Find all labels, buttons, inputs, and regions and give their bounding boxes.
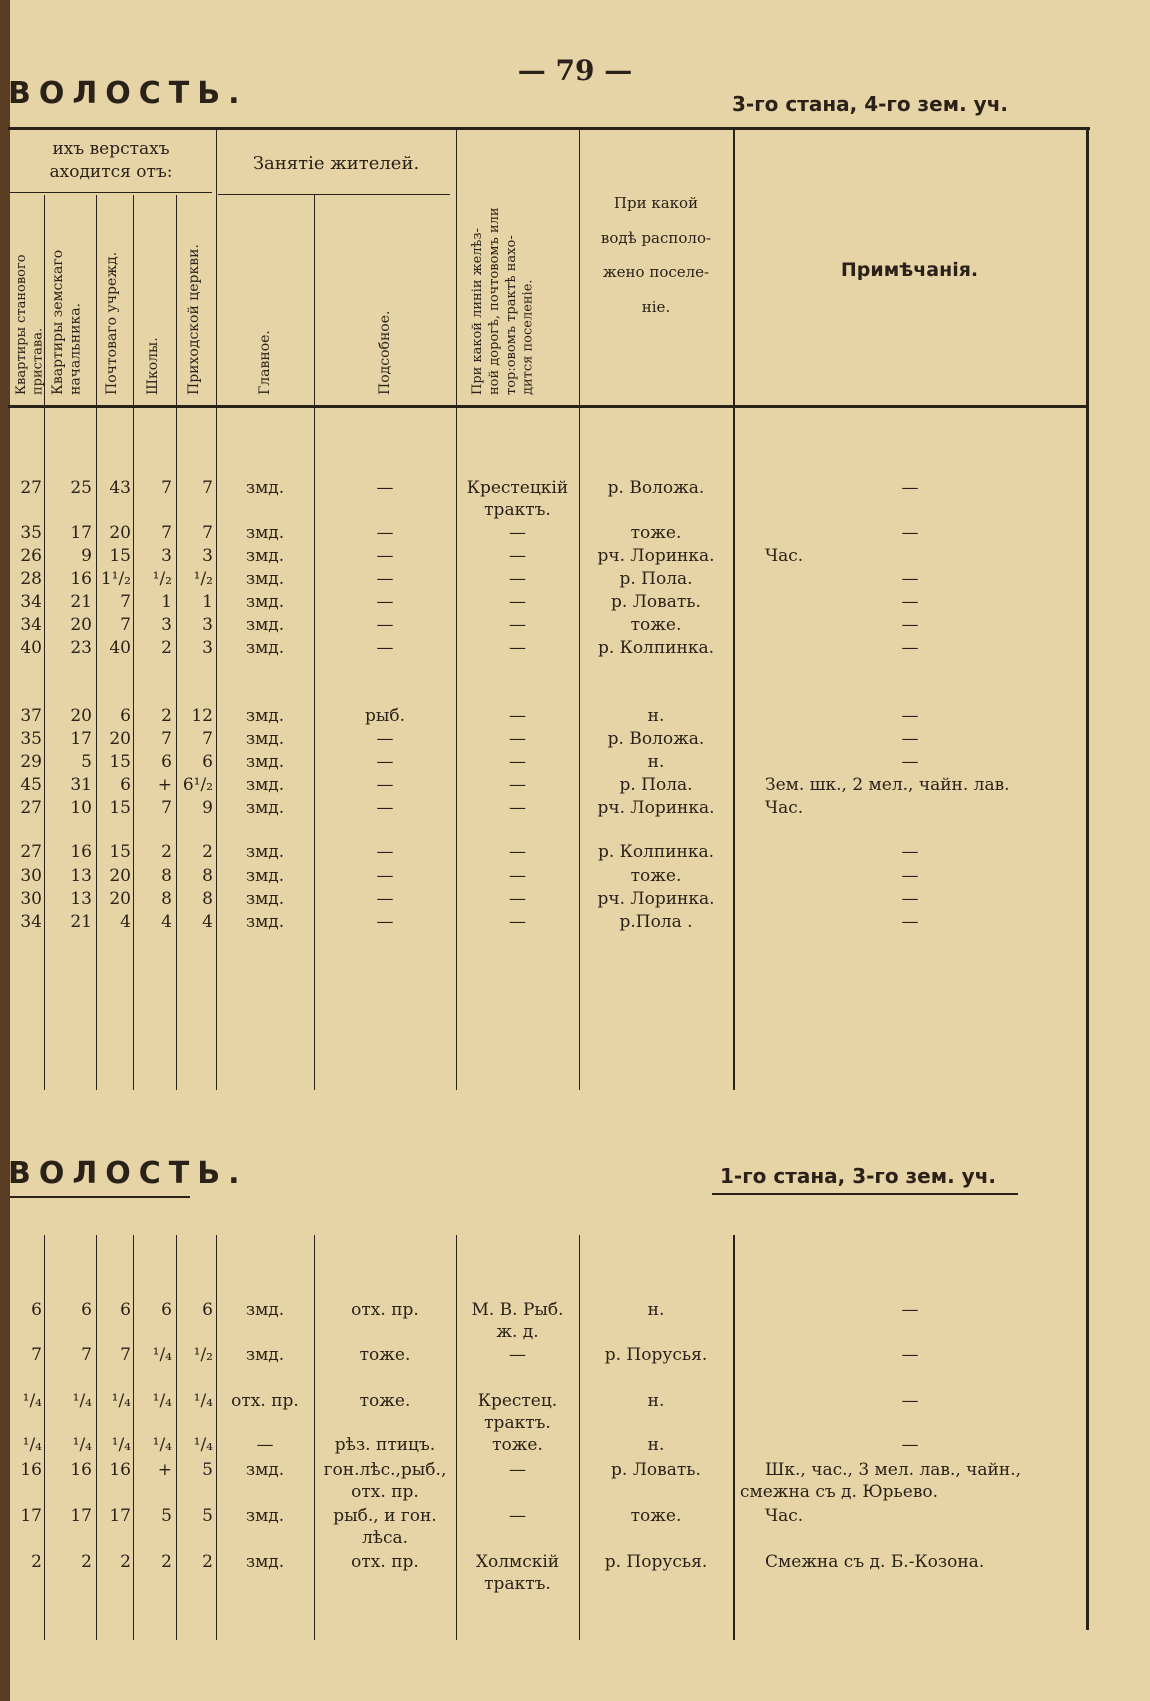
cell-sub-occupation: рыб., и гон. (333, 1506, 437, 1526)
cell-dist-church: 6 (202, 1300, 213, 1320)
cell-road: — (509, 1506, 526, 1526)
cell-water: р. Ловать. (611, 592, 701, 612)
cell-note: — (901, 1391, 919, 1411)
cell-sub-occupation: рыб. (364, 706, 406, 726)
cell-water: р. Воложа. (607, 729, 705, 749)
cell-note: — (901, 569, 919, 589)
cell-dist-church: 5 (202, 1460, 213, 1480)
cell-sub-occupation: — (376, 798, 394, 818)
cell-dist-zemsky: 17 (70, 523, 92, 543)
cell-dist-police: 27 (20, 842, 42, 862)
cell-dist-zemsky: 10 (70, 798, 92, 818)
cell-note: — (901, 615, 919, 635)
water-header-line-4: ніе. (641, 297, 671, 316)
cell-dist-zemsky: ¹/₄ (72, 1391, 92, 1411)
cell-dist-school: ¹/₂ (152, 569, 172, 589)
cell-dist-zemsky: 16 (70, 569, 92, 589)
cell-dist-church: 5 (202, 1506, 213, 1526)
cell-road: — (509, 638, 526, 658)
cell-dist-zemsky: 16 (70, 842, 92, 862)
cell-dist-police: 30 (20, 866, 42, 886)
cell-dist-zemsky: 20 (70, 706, 92, 726)
cell-note: — (901, 912, 919, 932)
cell-sub-occupation: отх. пр. (351, 1552, 419, 1572)
table-row (0, 842, 1150, 866)
cell-sub-occupation: рѣз. птицъ. (334, 1435, 436, 1455)
cell-note: — (901, 592, 919, 612)
distance-group-header (8, 138, 214, 184)
table-row (0, 706, 1150, 730)
distance-group-line-1: ихъ верстахъ (52, 139, 170, 159)
section-1-title: ВОЛОСТЬ. (8, 76, 248, 111)
cell-dist-school: + (157, 775, 172, 795)
cell-sub-occupation: — (376, 638, 394, 658)
cell-dist-school: 7 (161, 798, 172, 818)
cell-dist-police: 26 (20, 546, 42, 566)
cell-note: — (901, 866, 919, 886)
cell-water: н. (647, 1300, 665, 1320)
table-row (0, 1506, 1150, 1548)
cell-road: — (509, 546, 526, 566)
cell-note: Час. (765, 1506, 804, 1526)
col3-header: Почтоваго учрежд. (104, 251, 120, 395)
cell-dist-post: 20 (109, 729, 131, 749)
cell-dist-police: ¹/₄ (22, 1435, 42, 1455)
cell-note: — (901, 478, 919, 498)
cell-dist-church: 3 (202, 546, 213, 566)
cell-dist-school: 7 (161, 478, 172, 498)
cell-note: — (901, 1345, 919, 1365)
table-row (0, 569, 1150, 593)
table-row (0, 1552, 1150, 1594)
cell-main-occupation: змд. (245, 889, 285, 909)
cell-note-cont: смежна съ д. Юрьево. (740, 1482, 939, 1502)
cell-road: — (509, 775, 526, 795)
cell-dist-police: 35 (20, 523, 42, 543)
cell-road: тоже. (492, 1435, 543, 1455)
cell-water: тоже. (630, 866, 682, 886)
cell-dist-church: 6 (202, 752, 213, 772)
cell-dist-post: 16 (109, 1460, 131, 1480)
cell-road: — (509, 706, 526, 726)
cell-dist-post: ¹/₄ (111, 1391, 131, 1411)
cell-dist-school: 8 (161, 866, 172, 886)
cell-water: р. Ловать. (611, 1460, 701, 1480)
cell-road: — (509, 912, 526, 932)
cell-dist-zemsky: 9 (81, 546, 92, 566)
cell-water: рч. Лоринка. (597, 889, 715, 909)
cell-dist-post: 7 (120, 592, 131, 612)
table-row (0, 866, 1150, 890)
cell-water: рч. Лоринка. (597, 798, 715, 818)
cell-dist-school: 2 (161, 842, 172, 862)
table-row (0, 1460, 1150, 1502)
cell-main-occupation: змд. (245, 842, 285, 862)
main-occupation-header: Главное. (257, 330, 273, 395)
cell-water: р. Порусья. (604, 1552, 708, 1572)
cell-sub-occupation: — (376, 615, 394, 635)
cell-sub-occupation-cont: отх. пр. (351, 1482, 419, 1502)
cell-dist-police: 37 (20, 706, 42, 726)
cell-dist-police: 16 (20, 1460, 42, 1480)
cell-water: тоже. (630, 523, 682, 543)
cell-sub-occupation: — (376, 523, 394, 543)
water-header (581, 186, 731, 324)
cell-water: тоже. (630, 1506, 682, 1526)
cell-dist-police: 17 (20, 1506, 42, 1526)
cell-sub-occupation: — (376, 752, 394, 772)
table-row (0, 1435, 1150, 1459)
cell-road: Крестецкій (466, 478, 569, 498)
table-row (0, 775, 1150, 799)
header-bottom-rule (8, 405, 1088, 408)
cell-note: Час. (765, 546, 804, 566)
cell-dist-church: 7 (202, 523, 213, 543)
distance-group-line-2: аходится отъ: (49, 161, 173, 182)
cell-main-occupation: змд. (245, 775, 285, 795)
cell-dist-zemsky: 2 (81, 1552, 92, 1572)
cell-sub-occupation: — (376, 729, 394, 749)
cell-dist-police: 45 (20, 775, 42, 795)
cell-water: н. (647, 706, 665, 726)
cell-dist-church: 4 (202, 912, 213, 932)
cell-note: Шк., час., 3 мел. лав., чайн., (765, 1460, 1022, 1480)
cell-sub-occupation: гон.лѣс.,рыб., (323, 1460, 447, 1480)
cell-main-occupation: змд. (245, 912, 285, 932)
cell-road: — (509, 866, 526, 886)
cell-dist-zemsky: 21 (70, 592, 92, 612)
cell-dist-post: 40 (109, 638, 131, 658)
cell-dist-post: 20 (109, 523, 131, 543)
table-row (0, 1300, 1150, 1342)
col4-header: Школы. (145, 337, 161, 395)
cell-dist-school: 1 (161, 592, 172, 612)
cell-dist-church: 9 (202, 798, 213, 818)
cell-main-occupation: змд. (245, 638, 285, 658)
cell-road-cont: трактъ. (484, 1413, 551, 1433)
cell-dist-school: ¹/₄ (152, 1391, 172, 1411)
cell-water: н. (647, 1435, 665, 1455)
cell-note: — (901, 638, 919, 658)
cell-dist-post: 20 (109, 866, 131, 886)
road-header-line-2: ной дорогѣ, почтовомъ или (486, 207, 502, 395)
cell-dist-church: ¹/₄ (193, 1391, 213, 1411)
table-row (0, 615, 1150, 639)
cell-dist-police: 34 (20, 592, 42, 612)
cell-sub-occupation: — (376, 546, 394, 566)
section-1-subtitle: 3-го стана, 4-го зем. уч. (732, 92, 1009, 116)
cell-road-cont: ж. д. (496, 1322, 539, 1342)
cell-road: — (509, 842, 526, 862)
section-2-title: ВОЛОСТЬ. (8, 1156, 248, 1191)
road-header (470, 140, 538, 395)
cell-road: — (509, 1460, 526, 1480)
cell-sub-occupation: — (376, 866, 394, 886)
cell-dist-police: 27 (20, 478, 42, 498)
cell-dist-school: 2 (161, 706, 172, 726)
cell-dist-school: 7 (161, 729, 172, 749)
cell-water: н. (647, 752, 665, 772)
cell-road-cont: трактъ. (484, 1574, 551, 1594)
cell-dist-police: 34 (20, 615, 42, 635)
cell-note: — (901, 729, 919, 749)
cell-dist-post: 15 (109, 752, 131, 772)
cell-dist-zemsky: 20 (70, 615, 92, 635)
cell-main-occupation: отх. пр. (231, 1391, 299, 1411)
water-header-line-1: При какой (613, 194, 699, 212)
cell-dist-church: 3 (202, 638, 213, 658)
cell-main-occupation: змд. (245, 523, 285, 543)
cell-dist-police: 34 (20, 912, 42, 932)
cell-dist-police: 6 (31, 1300, 42, 1320)
cell-road: Крестец. (477, 1391, 558, 1411)
cell-main-occupation: змд. (245, 569, 285, 589)
cell-road: — (509, 1345, 526, 1365)
cell-road: — (509, 889, 526, 909)
cell-dist-police: 35 (20, 729, 42, 749)
section-2-title-rule (10, 1196, 190, 1198)
cell-road: — (509, 729, 526, 749)
section-2-subtitle-rule (712, 1193, 1018, 1195)
col2-header-line-1: Квартиры земскаго (50, 249, 66, 395)
cell-sub-occupation: отх. пр. (351, 1300, 419, 1320)
cell-dist-church: ¹/₄ (193, 1435, 213, 1455)
cell-dist-church: 7 (202, 729, 213, 749)
cell-dist-school: 6 (161, 752, 172, 772)
col5-header: Приходской церкви. (186, 244, 202, 395)
cell-main-occupation: змд. (245, 546, 285, 566)
cell-note: — (901, 1300, 919, 1320)
cell-dist-post: 6 (120, 1300, 131, 1320)
table-row (0, 1391, 1150, 1433)
cell-road: — (509, 752, 526, 772)
cell-dist-post: 1¹/₂ (100, 569, 131, 589)
cell-dist-school: 2 (161, 638, 172, 658)
cell-sub-occupation-cont: лѣса. (361, 1528, 409, 1548)
section-2-subtitle: 1-го стана, 3-го зем. уч. (720, 1164, 997, 1188)
water-header-line-2: водѣ располо- (600, 228, 712, 247)
cell-road: — (509, 798, 526, 818)
cell-dist-post: 6 (120, 775, 131, 795)
table-row (0, 592, 1150, 616)
cell-water: р. Порусья. (604, 1345, 708, 1365)
cell-water: р. Пола. (619, 775, 693, 795)
cell-note: — (901, 752, 919, 772)
cell-dist-church: 2 (202, 1552, 213, 1572)
cell-dist-school: 4 (161, 912, 172, 932)
cell-sub-occupation: — (376, 569, 394, 589)
cell-dist-police: ¹/₄ (22, 1391, 42, 1411)
cell-dist-post: 7 (120, 615, 131, 635)
cell-sub-occupation: — (376, 889, 394, 909)
cell-main-occupation: змд. (245, 615, 285, 635)
cell-dist-church: 8 (202, 889, 213, 909)
cell-dist-school: 3 (161, 615, 172, 635)
road-header-line-1: При какой линіи желѣз- (470, 228, 485, 395)
cell-dist-school: ¹/₄ (152, 1345, 172, 1365)
cell-dist-post: 15 (109, 798, 131, 818)
cell-dist-church: 7 (202, 478, 213, 498)
cell-dist-school: 8 (161, 889, 172, 909)
table-row (0, 478, 1150, 520)
cell-water: рч. Лоринка. (597, 546, 715, 566)
cell-dist-church: 2 (202, 842, 213, 862)
cell-dist-school: 7 (161, 523, 172, 543)
cell-main-occupation: змд. (245, 798, 285, 818)
col2-header (50, 200, 85, 395)
cell-road: — (509, 592, 526, 612)
cell-road: М. В. Рыб. (471, 1300, 564, 1320)
cell-dist-post: 2 (120, 1552, 131, 1572)
cell-dist-church: 12 (191, 706, 213, 726)
cell-sub-occupation: — (376, 912, 394, 932)
cell-note: Смежна съ д. Б.-Козона. (765, 1552, 985, 1572)
cell-note: — (901, 523, 919, 543)
col2-header-line-2: начальника. (67, 302, 84, 395)
cell-dist-zemsky: 23 (70, 638, 92, 658)
cell-dist-police: 28 (20, 569, 42, 589)
table-row (0, 912, 1150, 936)
cell-sub-occupation: — (376, 478, 394, 498)
cell-dist-zemsky: 17 (70, 1506, 92, 1526)
cell-dist-zemsky: 21 (70, 912, 92, 932)
cell-note: — (901, 842, 919, 862)
cell-dist-police: 40 (20, 638, 42, 658)
cell-dist-zemsky: 16 (70, 1460, 92, 1480)
cell-road: Холмскій (475, 1552, 560, 1572)
cell-dist-police: 7 (31, 1345, 42, 1365)
cell-dist-police: 27 (20, 798, 42, 818)
cell-main-occupation: змд. (245, 1345, 285, 1365)
cell-main-occupation: — (256, 1435, 274, 1455)
cell-main-occupation: змд. (245, 1300, 285, 1320)
cell-dist-post: 7 (120, 1345, 131, 1365)
cell-main-occupation: змд. (245, 478, 285, 498)
cell-dist-post: 15 (109, 842, 131, 862)
cell-note: — (901, 706, 919, 726)
cell-water: тоже. (630, 615, 682, 635)
cell-dist-church: 8 (202, 866, 213, 886)
cell-sub-occupation: тоже. (359, 1391, 411, 1411)
cell-main-occupation: змд. (245, 866, 285, 886)
table-row (0, 523, 1150, 547)
cell-main-occupation: змд. (245, 1552, 285, 1572)
page-number: — 79 — (517, 54, 633, 87)
cell-dist-school: 5 (161, 1506, 172, 1526)
cell-dist-police: 2 (31, 1552, 42, 1572)
table-row (0, 638, 1150, 662)
cell-note: — (901, 1435, 919, 1455)
cell-dist-police: 30 (20, 889, 42, 909)
sub-occupation-header: Подсобное. (377, 310, 393, 395)
cell-dist-school: 2 (161, 1552, 172, 1572)
cell-dist-post: 43 (109, 478, 131, 498)
cell-dist-zemsky: 31 (70, 775, 92, 795)
cell-dist-school: 3 (161, 546, 172, 566)
cell-dist-post: 15 (109, 546, 131, 566)
cell-main-occupation: змд. (245, 752, 285, 772)
table-row (0, 752, 1150, 776)
cell-water: р. Воложа. (607, 478, 705, 498)
road-header-line-3: тор:овомъ трактѣ нахо- (503, 235, 519, 395)
cell-note: Зем. шк., 2 мел., чайн. лав. (765, 775, 1010, 795)
col1-header (14, 200, 47, 395)
cell-dist-zemsky: 6 (81, 1300, 92, 1320)
distance-group-rule (10, 192, 212, 193)
cell-sub-occupation: — (376, 842, 394, 862)
cell-note: — (901, 889, 919, 909)
cell-water: р.Пола . (619, 912, 693, 932)
table-row (0, 729, 1150, 753)
cell-main-occupation: змд. (245, 1460, 285, 1480)
cell-main-occupation: змд. (245, 592, 285, 612)
cell-note: Час. (765, 798, 804, 818)
cell-dist-zemsky: 17 (70, 729, 92, 749)
cell-water: н. (647, 1391, 665, 1411)
cell-dist-school: 6 (161, 1300, 172, 1320)
notes-header: Примѣчанія. (840, 259, 979, 281)
table-row (0, 1345, 1150, 1369)
cell-dist-zemsky: 25 (70, 478, 92, 498)
cell-sub-occupation: тоже. (359, 1345, 411, 1365)
cell-road: — (509, 615, 526, 635)
cell-dist-post: 4 (120, 912, 131, 932)
cell-dist-church: ¹/₂ (193, 569, 213, 589)
cell-dist-zemsky: 7 (81, 1345, 92, 1365)
cell-water: р. Колпинка. (597, 842, 715, 862)
col1-header-line-1: Квартиры станового (14, 254, 29, 395)
cell-road: — (509, 523, 526, 543)
cell-dist-church: ¹/₂ (193, 1345, 213, 1365)
cell-water: р. Пола. (619, 569, 693, 589)
cell-dist-church: 3 (202, 615, 213, 635)
table-row (0, 798, 1150, 822)
road-header-line-4: дится поселеніе. (520, 279, 536, 395)
cell-dist-zemsky: 5 (81, 752, 92, 772)
cell-dist-church: 6¹/₂ (182, 775, 213, 795)
cell-sub-occupation: — (376, 775, 394, 795)
cell-dist-zemsky: 13 (70, 889, 92, 909)
cell-road: — (509, 569, 526, 589)
cell-dist-post: ¹/₄ (111, 1435, 131, 1455)
cell-main-occupation: змд. (245, 1506, 285, 1526)
cell-road-cont: трактъ. (484, 500, 551, 520)
table-row (0, 546, 1150, 570)
occupation-group-rule (218, 194, 450, 195)
cell-dist-zemsky: ¹/₄ (72, 1435, 92, 1455)
cell-main-occupation: змд. (245, 729, 285, 749)
table-row (0, 889, 1150, 913)
occupation-header: Занятіе жителей. (252, 153, 420, 174)
cell-dist-post: 20 (109, 889, 131, 909)
cell-dist-school: + (157, 1460, 172, 1480)
col1-header-line-2: пристава. (30, 327, 46, 395)
cell-dist-police: 29 (20, 752, 42, 772)
table-top-rule (8, 127, 1090, 130)
cell-sub-occupation: — (376, 592, 394, 612)
cell-dist-zemsky: 13 (70, 866, 92, 886)
cell-dist-post: 17 (109, 1506, 131, 1526)
cell-dist-school: ¹/₄ (152, 1435, 172, 1455)
cell-water: р. Колпинка. (597, 638, 715, 658)
water-header-line-3: жено поселе- (602, 263, 710, 281)
cell-dist-church: 1 (202, 592, 213, 612)
cell-dist-post: 6 (120, 706, 131, 726)
cell-main-occupation: змд. (245, 706, 285, 726)
